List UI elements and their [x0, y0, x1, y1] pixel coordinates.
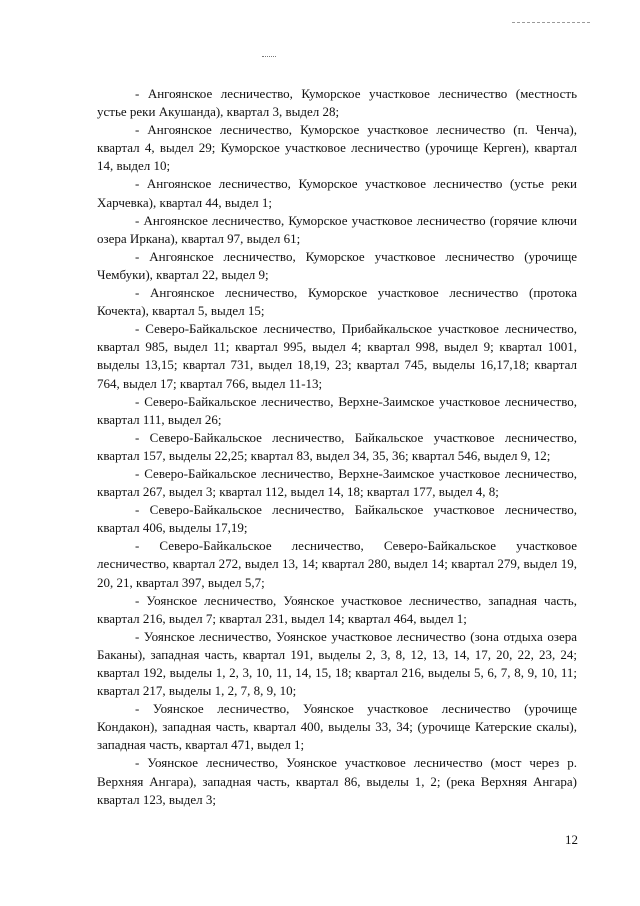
list-item: - Уоянское лесничество, Уоянское участковое лесничество, западная часть, квартал 216, выдел 7; квартал 231, выдел 14; квартал 464, выдел 1; [97, 592, 577, 626]
list-item: - Ангоянское лесничество, Куморское участковое лесничество (протока Кочекта), квартал 5, выдел 15; [97, 285, 577, 319]
list-item: - Северо-Байкальское лесничество, Байкальское участковое лесничество, квартал 406, выделы 17,19; [97, 502, 577, 536]
list-item: - Ангоянское лесничество, Куморское участковое лесничество (устье реки Харчевка), квартал 44, выдел 1; [97, 176, 577, 210]
page-number: 12 [565, 832, 578, 847]
list-item: - Ангоянское лесничество, Куморское участковое лесничество (п. Ченча), квартал 4, выдел 29; Куморское участковое лесничество (урочище Керген), квартал 14, выдел 10; [97, 122, 577, 174]
document-body [97, 85, 577, 809]
list-item: - Ангоянское лесничество, Куморское участковое лесничество (горячие ключи озера Иркана), квартал 97, выдел 61; [97, 212, 577, 246]
scan-artifact-line [512, 22, 590, 24]
list-item: - Ангоянское лесничество, Куморское участковое лесничество (урочище Чембуки), квартал 22, выдел 9; [97, 248, 577, 282]
list-item: - Северо-Байкальское лесничество, Байкальское участковое лесничество, квартал 157, выделы 22,25; квартал 83, выдел 34, 35, 36; квартал 546, выдел 9, 12; [97, 429, 577, 463]
list-item: - Северо-Байкальское лесничество, Северо-Байкальское участковое лесничество, квартал 272, выдел 13, 14; квартал 280, выдел 14; квартал 279, выдел 19, 20, 21, квартал 397, выдел 5,7; [97, 538, 577, 590]
list-item: - Ангоянское лесничество, Куморское участковое лесничество (местность устье реки Акушанда), квартал 3, выдел 28; [97, 86, 577, 120]
list-item: - Северо-Байкальское лесничество, Верхне-Заимское участковое лесничество, квартал 267, выдел 3; квартал 112, выдел 14, 18; квартал 177, выдел 4, 8; [97, 465, 577, 500]
list-item: - Уоянское лесничество, Уоянское участковое лесничество (урочище Кондакон), западная часть, квартал 400, выделы 33, 34; (урочище Катерские скалы), западная часть, квартал 471, выдел 1; [97, 701, 577, 753]
list-item: - Северо-Байкальское лесничество, Верхне-Заимское участковое лесничество, квартал 111, выдел 26; [97, 393, 577, 427]
scan-artifact-dots [262, 56, 276, 58]
list-item: - Уоянское лесничество, Уоянское участковое лесничество (зона отдыха озера Баканы), западная часть, квартал 191, выделы 2, 3, 8, 12, 13, 14, 17, 20, 22, 23, 24; квартал 192, выделы 1, 2, 3, 10, 11, 14, 15, 18; квартал 216, выделы 5, 6, 7, 8, 9, 10, 11; квартал 217, выделы 1, 2, 7, 8, 9, 10; [97, 628, 577, 699]
list-item: - Уоянское лесничество, Уоянское участковое лесничество (мост через р. Верхняя Ангара), западная часть, квартал 86, выделы 1, 2; (река Верхняя Ангара) квартал 123, выдел 3; [97, 755, 577, 807]
list-item: - Северо-Байкальское лесничество, Прибайкальское участковое лесничество, квартал 985, выдел 11; квартал 995, выдел 4; квартал 998, выдел 9; квартал 1001, выделы 13,15; квартал 731, выдел 18,19, 23; квартал 745, выделы 16,17,18; квартал 764, выдел 17; квартал 766, выдел 11-13; [97, 321, 577, 391]
